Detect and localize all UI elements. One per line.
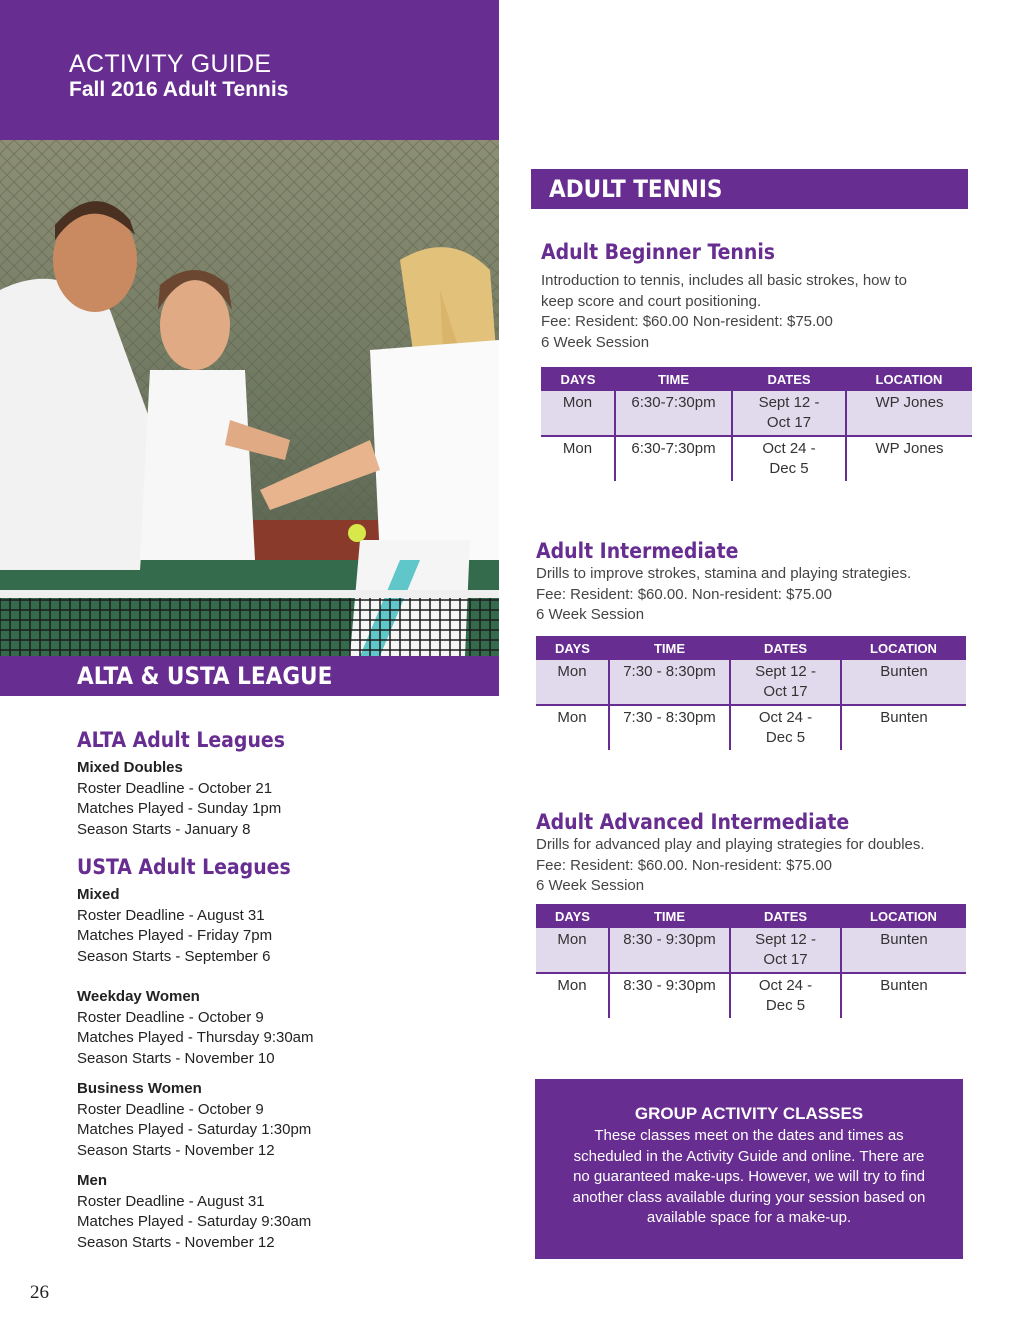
league-name: Weekday Women: [77, 988, 200, 1005]
col-time: TIME: [615, 367, 732, 391]
adult-tennis-section-bar: [531, 169, 968, 209]
course-desc-line: Fee: Resident: $60.00. Non-resident: $75.00: [536, 856, 833, 874]
cell-days: Mon: [536, 928, 609, 973]
league-group: [77, 1171, 477, 1253]
col-days: DAYS: [536, 904, 609, 928]
course-title: Adult Intermediate: [536, 539, 739, 563]
header-banner: [0, 0, 499, 140]
cell-time: 8:30 - 9:30pm: [609, 973, 730, 1018]
course-intermediate: [536, 538, 911, 626]
alta-usta-section-title: ALTA & USTA LEAGUE: [77, 662, 333, 690]
col-location: LOCATION: [846, 367, 972, 391]
group-activity-line: These classes meet on the dates and times as: [594, 1127, 904, 1144]
league-name: Business Women: [77, 1080, 202, 1097]
league-line: Season Starts - September 6: [77, 947, 271, 965]
page-subtitle: Fall 2016 Adult Tennis: [69, 78, 289, 101]
course-desc-line: 6 Week Session: [541, 333, 650, 351]
cell-dates: Oct 24 - Dec 5: [732, 436, 846, 481]
cell-location: WP Jones: [846, 436, 972, 481]
group-activity-line: scheduled in the Activity Guide and online. There are: [573, 1147, 925, 1165]
league-line: Roster Deadline - October 9: [77, 1008, 264, 1026]
cell-days: Mon: [536, 660, 609, 705]
cell-location: Bunten: [841, 928, 966, 973]
course-desc-line: 6 Week Session: [536, 606, 645, 623]
adult-tennis-section-title: ADULT TENNIS: [549, 175, 723, 203]
cell-dates: Sept 12 - Oct 17: [730, 928, 841, 973]
cell-dates: Oct 24 - Dec 5: [730, 973, 841, 1018]
course-desc-line: Drills for advanced play and playing strategies for doubles.: [536, 836, 925, 853]
cell-time: 8:30 - 9:30pm: [609, 928, 730, 973]
col-location: LOCATION: [841, 904, 966, 928]
table-row: [536, 928, 966, 973]
course-description: [536, 835, 925, 897]
cell-location: WP Jones: [846, 391, 972, 436]
league-name: Men: [77, 1172, 107, 1189]
league-line: Roster Deadline - October 9: [77, 1100, 264, 1118]
league-group: [77, 885, 477, 967]
league-group: [77, 1079, 477, 1161]
league-line: Matches Played - Sunday 1pm: [77, 800, 282, 817]
course-desc-line: keep score and court positioning.: [541, 292, 762, 310]
table-header-row: [541, 367, 972, 391]
cell-location: Bunten: [841, 660, 966, 705]
table-row: [541, 436, 972, 481]
col-dates: DATES: [730, 636, 841, 660]
course-desc-line: Fee: Resident: $60.00. Non-resident: $75.00: [536, 585, 833, 603]
league-line: Roster Deadline - August 31: [77, 1192, 265, 1210]
cell-days: Mon: [541, 436, 615, 481]
table-header-row: [536, 904, 966, 928]
alta-leagues-heading: ALTA Adult Leagues: [77, 728, 285, 752]
col-days: DAYS: [536, 636, 609, 660]
leagues-list: [77, 728, 477, 1253]
activity-guide-label: ACTIVITY GUIDE: [69, 50, 272, 78]
course-beginner: [541, 239, 907, 353]
league-line: Roster Deadline - October 21: [77, 779, 273, 797]
course-desc-line: Introduction to tennis, includes all basic strokes, how to: [541, 272, 908, 289]
group-activity-title: GROUP ACTIVITY CLASSES: [634, 1104, 864, 1123]
course-description: [541, 271, 907, 353]
course-title: Adult Advanced Intermediate: [536, 810, 850, 834]
league-line: Season Starts - November 12: [77, 1141, 275, 1159]
league-line: Matches Played - Thursday 9:30am: [77, 1029, 314, 1046]
league-group: [77, 758, 477, 840]
col-time: TIME: [609, 636, 730, 660]
league-line: Season Starts - November 12: [77, 1233, 275, 1251]
schedule-table-advanced: [536, 904, 966, 1018]
cell-days: Mon: [541, 391, 615, 436]
cell-time: 7:30 - 8:30pm: [609, 660, 730, 705]
col-dates: DATES: [732, 367, 846, 391]
col-time: TIME: [609, 904, 730, 928]
course-description: [536, 564, 911, 626]
cell-dates: Sept 12 - Oct 17: [732, 391, 846, 436]
course-advanced-intermediate: [536, 809, 925, 897]
group-activity-line: another class available during your session based on: [572, 1188, 926, 1206]
table-row: [541, 391, 972, 436]
league-line: Matches Played - Friday 7pm: [77, 927, 273, 944]
cell-location: Bunten: [841, 705, 966, 750]
league-line: Matches Played - Saturday 9:30am: [77, 1213, 312, 1230]
league-group: [77, 987, 477, 1069]
cell-time: 6:30-7:30pm: [615, 436, 732, 481]
cell-dates: Oct 24 - Dec 5: [730, 705, 841, 750]
cell-location: Bunten: [841, 973, 966, 1018]
usta-leagues-heading: USTA Adult Leagues: [77, 855, 291, 879]
cell-days: Mon: [536, 973, 609, 1018]
cell-time: 7:30 - 8:30pm: [609, 705, 730, 750]
schedule-table-beginner: [541, 367, 972, 481]
cell-dates: Sept 12 - Oct 17: [730, 660, 841, 705]
league-line: Roster Deadline - August 31: [77, 906, 265, 924]
table-header-row: [536, 636, 966, 660]
course-title: Adult Beginner Tennis: [541, 240, 776, 264]
tennis-players-photo: [0, 140, 499, 656]
league-name: Mixed Doubles: [77, 759, 183, 776]
table-row: [536, 705, 966, 750]
group-activity-line: available space for a make-up.: [646, 1209, 852, 1226]
course-desc-line: 6 Week Session: [536, 877, 645, 894]
col-days: DAYS: [541, 367, 615, 391]
col-dates: DATES: [730, 904, 841, 928]
table-row: [536, 973, 966, 1018]
league-line: Matches Played - Saturday 1:30pm: [77, 1121, 312, 1138]
league-name: Mixed: [77, 886, 120, 903]
page-number: 26: [30, 1282, 49, 1303]
cell-time: 6:30-7:30pm: [615, 391, 732, 436]
league-line: Season Starts - November 10: [77, 1049, 275, 1067]
group-activity-text: [553, 1126, 945, 1229]
cell-days: Mon: [536, 705, 609, 750]
col-location: LOCATION: [841, 636, 966, 660]
course-desc-line: Fee: Resident: $60.00 Non-resident: $75.00: [541, 313, 833, 330]
group-activity-line: no guaranteed make-ups. However, we will try to find: [573, 1168, 925, 1185]
schedule-table-intermediate: [536, 636, 966, 750]
group-activity-box: [535, 1079, 963, 1259]
league-line: Season Starts - January 8: [77, 820, 251, 838]
course-desc-line: Drills to improve strokes, stamina and playing strategies.: [536, 565, 912, 582]
alta-usta-section-bar: [0, 656, 499, 696]
table-row: [536, 660, 966, 705]
